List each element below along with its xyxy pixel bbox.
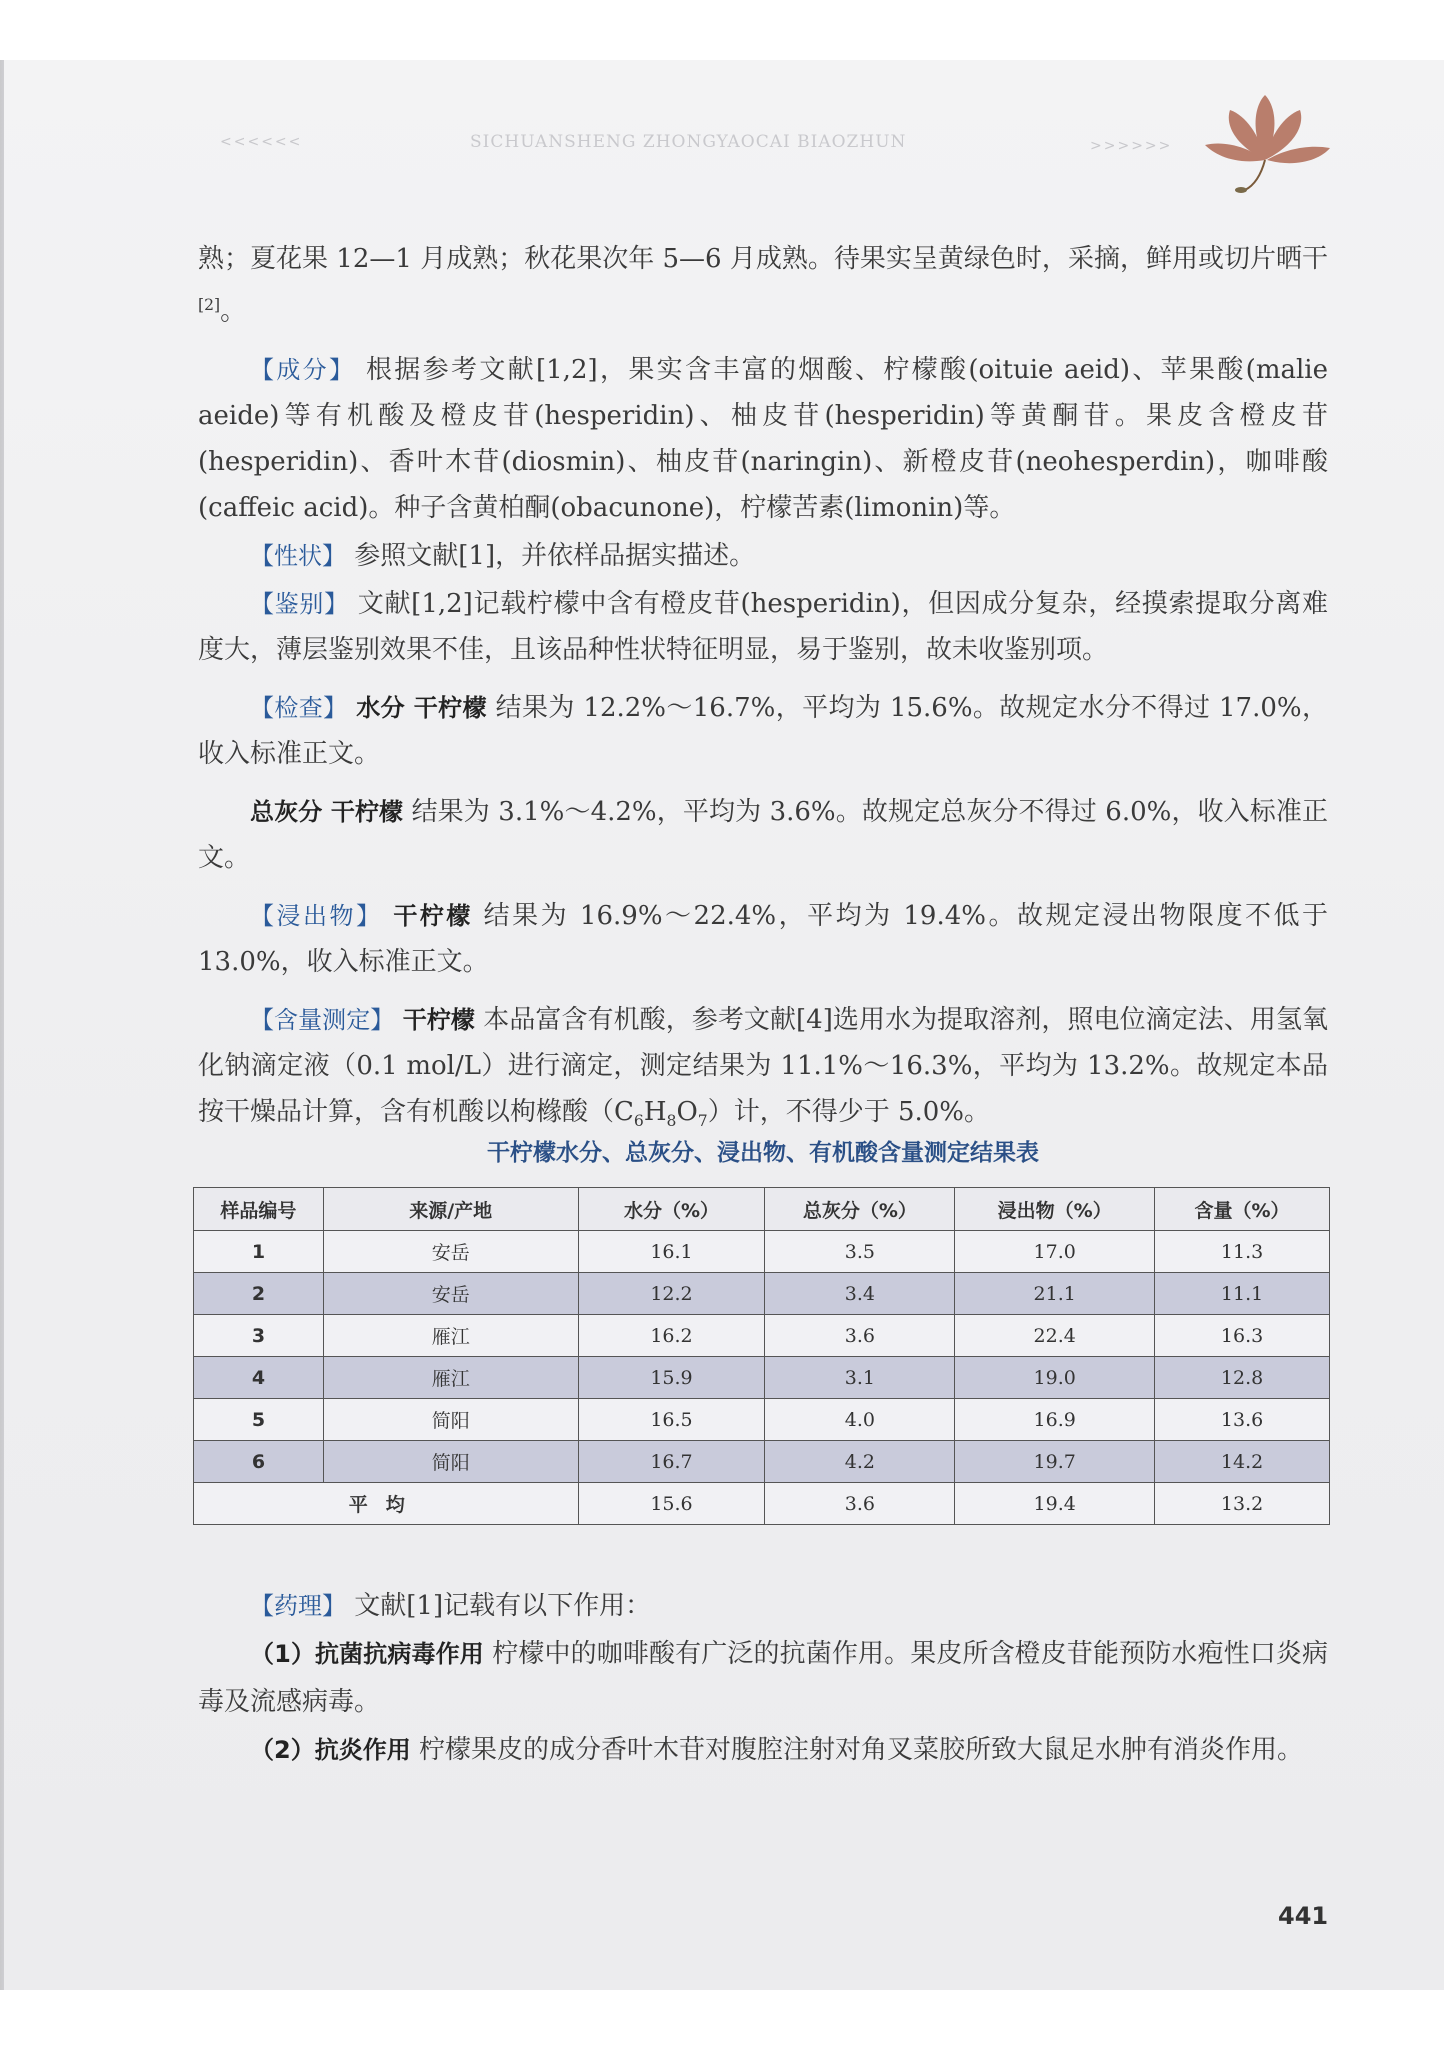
header-arrows-left: <<<<<< bbox=[220, 134, 303, 150]
table-cell: 12.2 bbox=[578, 1273, 765, 1315]
table-cell: 安岳 bbox=[323, 1273, 578, 1315]
table-cell: 17.0 bbox=[955, 1231, 1155, 1273]
table-cell: 安岳 bbox=[323, 1231, 578, 1273]
table-cell: 19.0 bbox=[955, 1357, 1155, 1399]
table-header-cell: 浸出物（%） bbox=[955, 1188, 1155, 1231]
table-cell: 4.2 bbox=[765, 1441, 955, 1483]
table-cell: 16.7 bbox=[578, 1441, 765, 1483]
section-tag-hanliang: 【含量测定】 bbox=[250, 1005, 395, 1034]
table-cell: 22.4 bbox=[955, 1315, 1155, 1357]
table-header-cell: 总灰分（%） bbox=[765, 1188, 955, 1231]
paragraph-yaoli: 【药理】 文献[1]记载有以下作用： bbox=[250, 1591, 652, 1621]
table-cell: 3.6 bbox=[765, 1315, 955, 1357]
table-cell: 4.0 bbox=[765, 1399, 955, 1441]
table-cell: 1 bbox=[194, 1231, 324, 1273]
table-cell: 3.1 bbox=[765, 1357, 955, 1399]
section-tag-xingzhuang: 【性状】 bbox=[250, 541, 346, 570]
table-cell: 16.1 bbox=[578, 1231, 765, 1273]
table-cell: 3.4 bbox=[765, 1273, 955, 1315]
table-cell: 19.7 bbox=[955, 1441, 1155, 1483]
running-header bbox=[200, 128, 1300, 168]
main-text bbox=[198, 236, 1328, 1146]
table-cell: 12.8 bbox=[1155, 1357, 1330, 1399]
section-tag-yaoli: 【药理】 bbox=[250, 1592, 346, 1620]
table-cell: 4 bbox=[194, 1357, 324, 1399]
paragraph-hanliang: 【含量测定】 干柠檬 本品富含有机酸，参考文献[4]选用水为提取溶剂，照电位滴定法、用氢氧化钠滴定液（0.1 mol/L）进行滴定，测定结果为 11.1%～16.3%，平均为 13.2%。故规定本品按干燥品计算，含有机酸以枸橼酸$(C_6H_8O_7)$计，不得少于 5.0%。 bbox=[198, 1004, 1329, 1130]
table-cell: 11.3 bbox=[1155, 1231, 1330, 1273]
table-cell: 16.9 bbox=[955, 1399, 1155, 1441]
paragraph-jinchu: 【浸出物】 干柠檬 结果为 16.9%～22.4%，平均为 19.4%。故规定浸出物限度不低于 13.0%，收入标准正文。 bbox=[198, 900, 1329, 977]
table-cell: 雁江 bbox=[323, 1315, 578, 1357]
paragraph-huifen: 总灰分 干柠檬 结果为 3.1%～4.2%，平均为 3.6%。故规定总灰分不得过 6.0%，收入标准正文。 bbox=[198, 796, 1329, 873]
table-cell: 简阳 bbox=[323, 1441, 578, 1483]
table-cell: 3 bbox=[194, 1315, 324, 1357]
paragraph-chengfen: 【成分】 根据参考文献[1,2]，果实含丰富的烟酸、柠檬酸(oituie aeid)、苹果酸(malie aeide)等有机酸及橙皮苷(hesperidin)、柚皮苷(hesperidin)等黄酮苷。果皮含橙皮苷(hesperidin)、香叶木苷(diosmin)、柚皮苷(naringin)、新橙皮苷(neohesperdin)，咖啡酸(caffeic acid)。种子含黄柏酮(obacunone)，柠檬苦素(limonin)等。 bbox=[198, 354, 1328, 523]
table-row bbox=[194, 1315, 1330, 1357]
table-row bbox=[194, 1357, 1330, 1399]
table-header-cell: 样品编号 bbox=[194, 1188, 324, 1231]
paragraph-item2: （2）抗炎作用 柠檬果皮的成分香叶木苷对腹腔注射对角叉菜胶所致大鼠足水肿有消炎作用。 bbox=[250, 1735, 1303, 1765]
paragraph-jiancha: 【检查】 水分 干柠檬 结果为 12.2%～16.7%，平均为 15.6%。故规定水分不得过 17.0%，收入标准正文。 bbox=[198, 692, 1328, 769]
table-cell: 16.3 bbox=[1155, 1315, 1330, 1357]
header-arrows-right: >>>>>> bbox=[1090, 138, 1173, 154]
section-tag-jinchu: 【浸出物】 bbox=[250, 901, 383, 930]
table-row bbox=[194, 1231, 1330, 1273]
table-average-row bbox=[194, 1483, 1330, 1525]
table-title: 干柠檬水分、总灰分、浸出物、有机酸含量测定结果表 bbox=[487, 1139, 1039, 1166]
table-cell: 5 bbox=[194, 1399, 324, 1441]
table-cell: 2 bbox=[194, 1273, 324, 1315]
table-cell: 14.2 bbox=[1155, 1441, 1330, 1483]
table-cell: 21.1 bbox=[955, 1273, 1155, 1315]
table-cell: 16.5 bbox=[578, 1399, 765, 1441]
page-number: 441 bbox=[1278, 1902, 1329, 1930]
table-cell: 16.2 bbox=[578, 1315, 765, 1357]
table-cell: 13.2 bbox=[1155, 1483, 1330, 1525]
table-cell: 3.6 bbox=[765, 1483, 955, 1525]
paragraph-harvest: 熟；夏花果 12—1 月成熟；秋花果次年 5—6 月成熟。待果实呈黄绿色时，采摘，鲜用或切片晒干[2]。 bbox=[198, 244, 1328, 327]
paragraph-item1: （1）抗菌抗病毒作用 柠檬中的咖啡酸有广泛的抗菌作用。果皮所含橙皮苷能预防水疱性口炎病毒及流感病毒。 bbox=[198, 1639, 1329, 1717]
paragraph-xingzhuang: 【性状】 参照文献[1]，并依样品据实描述。 bbox=[250, 540, 756, 571]
pharmacology-section bbox=[198, 1582, 1328, 1774]
table-cell: 15.6 bbox=[578, 1483, 765, 1525]
table-cell: 6 bbox=[194, 1441, 324, 1483]
table-row bbox=[194, 1399, 1330, 1441]
table-cell: 13.6 bbox=[1155, 1399, 1330, 1441]
table-cell: 19.4 bbox=[955, 1483, 1155, 1525]
section-tag-jianbie: 【鉴别】 bbox=[250, 589, 349, 618]
table-cell: 简阳 bbox=[323, 1399, 578, 1441]
table-cell: 15.9 bbox=[578, 1357, 765, 1399]
table-cell: 雁江 bbox=[323, 1357, 578, 1399]
table-header-row bbox=[194, 1188, 1330, 1231]
table-header-cell: 含量（%） bbox=[1155, 1188, 1330, 1231]
paragraph-jianbie: 【鉴别】 文献[1,2]记载柠檬中含有橙皮苷(hesperidin)，但因成分复杂，经摸索提取分离难度大，薄层鉴别效果不佳，且该品种性状特征明显，易于鉴别，故未收鉴别项。 bbox=[198, 588, 1328, 665]
results-table bbox=[193, 1187, 1330, 1525]
table-cell: 3.5 bbox=[765, 1231, 955, 1273]
section-tag-chengfen: 【成分】 bbox=[250, 355, 356, 384]
table-header-cell: 来源/产地 bbox=[323, 1188, 578, 1231]
table-row bbox=[194, 1441, 1330, 1483]
table-cell: 11.1 bbox=[1155, 1273, 1330, 1315]
section-tag-jiancha: 【检查】 bbox=[250, 693, 348, 722]
table-cell-average-label: 平均 bbox=[194, 1483, 579, 1525]
header-title: SICHUANSHENG ZHONGYAOCAI BIAOZHUN bbox=[470, 132, 907, 152]
leaf-logo-icon bbox=[1195, 90, 1335, 200]
table-header-cell: 水分（%） bbox=[578, 1188, 765, 1231]
table-row bbox=[194, 1273, 1330, 1315]
